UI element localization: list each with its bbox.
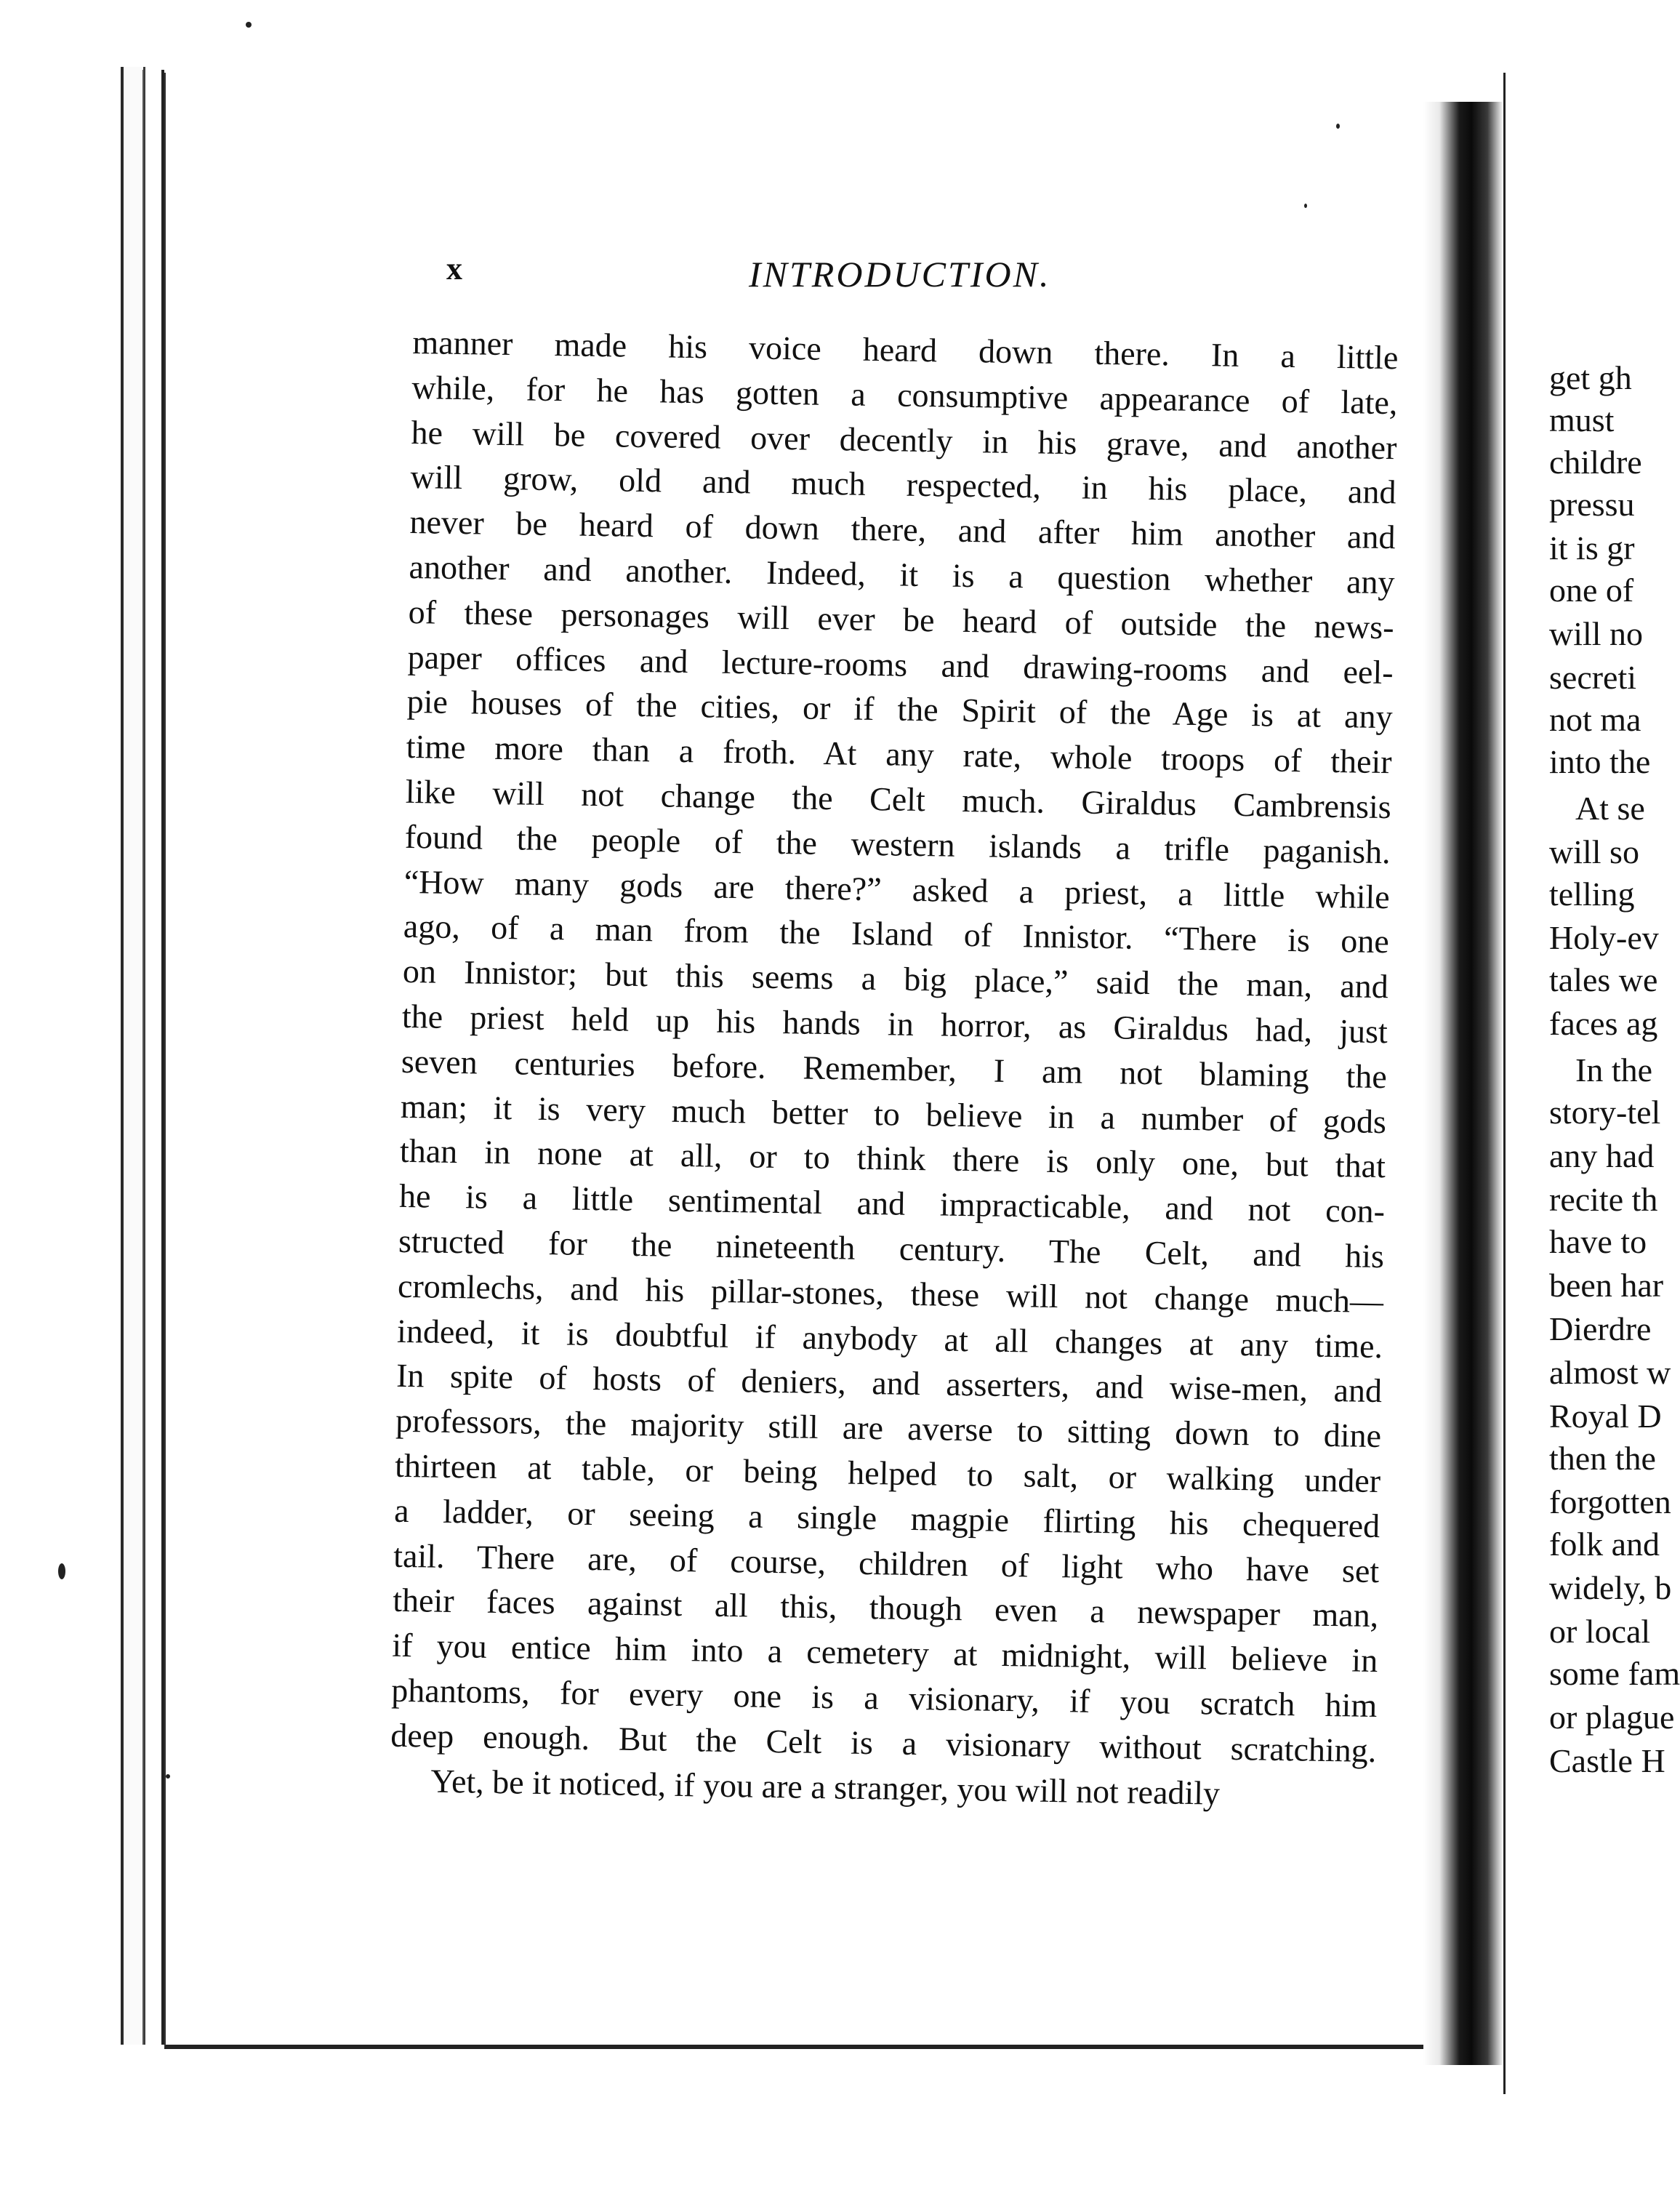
text-line: ago, of a man from the Island of Innistor. “There is one — [403, 907, 1390, 961]
right-page-line: pressu — [1549, 486, 1635, 523]
text-line: their faces against all this, though even a newspaper man, — [392, 1581, 1379, 1635]
right-page-line: it is gr — [1549, 529, 1635, 566]
text-line: of these personages will ever be heard of outside the news- — [408, 593, 1394, 646]
text-line: than in none at all, or to think there is only one, but that — [399, 1132, 1386, 1185]
right-page-line: into the — [1549, 743, 1651, 780]
right-page-line: At se — [1575, 790, 1645, 827]
right-page-line: faces ag — [1549, 1005, 1658, 1042]
text-line: on Innistor; but this seems a big place,” said the man, and — [402, 953, 1389, 1006]
right-page-line: almost w — [1549, 1354, 1671, 1391]
text-line: paper offices and lecture-rooms and drawing-rooms and eel- — [407, 638, 1394, 691]
right-page-line: some fam — [1549, 1655, 1680, 1692]
right-page-line: Royal D — [1549, 1398, 1662, 1435]
book-cover-edge — [121, 67, 145, 2045]
right-page-line: Dierdre — [1549, 1310, 1652, 1347]
scan-speck — [1304, 204, 1307, 208]
text-line: indeed, it is doubtful if anybody at all changes at any time. — [396, 1312, 1383, 1365]
right-page-line: must — [1549, 401, 1615, 438]
text-line: never be heard of down there, and after him another and — [409, 503, 1396, 556]
text-line: phantoms, for every one is a visionary, if you scratch him — [391, 1671, 1378, 1724]
text-line: man; it is very much better to believe in a number of gods — [400, 1087, 1387, 1140]
text-line: found the people of the western islands a trifle paganish. — [404, 817, 1391, 870]
right-page-line: then the — [1549, 1440, 1656, 1477]
text-line: another and another. Indeed, it is a question whether any — [409, 548, 1395, 601]
right-page-line: forgotten — [1549, 1483, 1671, 1520]
text-line: In spite of hosts of deniers, and asserters, and wise-men, and — [395, 1357, 1383, 1410]
text-line: “How many gods are there?” asked a priest, a little while — [403, 862, 1391, 915]
text-line: manner made his voice heard down there. In a little — [412, 323, 1399, 377]
text-line: pie houses of the cities, or if the Spirit of the Age is at any — [406, 683, 1393, 736]
right-page-line: folk and — [1549, 1526, 1660, 1563]
text-line: seven centuries before. Remember, I am not blaming the — [401, 1042, 1388, 1095]
right-page-line: not ma — [1549, 701, 1641, 738]
right-page-line: one of — [1549, 572, 1634, 609]
text-line: deep enough. But the Celt is a visionary without scratching. — [390, 1716, 1377, 1769]
scan-speck — [1336, 124, 1340, 129]
right-page-line: been har — [1549, 1267, 1664, 1304]
right-page-line: will no — [1549, 615, 1644, 652]
text-line: cromlechs, and his pillar-stones, these will not change much— — [397, 1267, 1384, 1320]
text-line: like will not change the Celt much. Giraldus Cambrensis — [405, 772, 1392, 826]
right-page-line: have to — [1549, 1223, 1647, 1260]
page-number: x — [446, 251, 463, 286]
text-line: thirteen at table, or being helped to salt, or walking under — [394, 1446, 1381, 1500]
scan-speck — [58, 1563, 65, 1579]
text-line: professors, the majority still are averse to sitting down to dine — [395, 1401, 1382, 1455]
right-page-line: widely, b — [1549, 1569, 1672, 1606]
right-page-line: secreti — [1549, 659, 1637, 696]
right-page-line: Castle H — [1549, 1742, 1665, 1779]
text-line: structed for the nineteenth century. The Celt, and his — [398, 1222, 1385, 1275]
book-page-edges — [142, 70, 164, 2045]
body-text — [390, 320, 1399, 1818]
right-page-line: or local — [1549, 1613, 1651, 1650]
scan-speck — [166, 1774, 170, 1779]
text-line: will grow, old and much respected, in his place, and — [410, 458, 1396, 511]
text-line: a ladder, or seeing a single magpie flirting his chequered — [393, 1491, 1380, 1544]
text-line: Yet, be it noticed, if you are a stranger, you will not readily — [430, 1762, 1221, 1812]
right-page-line: will so — [1549, 833, 1639, 870]
right-page-line: story-tel — [1549, 1094, 1661, 1131]
right-page-line: In the — [1575, 1051, 1653, 1089]
text-line: he will be covered over decently in his grave, and another — [411, 413, 1397, 466]
right-page-line: get gh — [1549, 359, 1632, 396]
right-page — [1503, 73, 1680, 2094]
text-line: while, for he has gotten a consumptive appearance of late, — [411, 368, 1398, 422]
right-page-line: or plague — [1549, 1699, 1675, 1736]
running-head: INTRODUCTION. — [749, 254, 1051, 294]
text-line: the priest held up his hands in horror, as Giraldus had, just — [401, 997, 1388, 1051]
right-page-line: telling — [1549, 875, 1635, 913]
text-line: he is a little sentimental and impracticable, and not con- — [398, 1176, 1386, 1230]
book-gutter — [1423, 102, 1503, 2065]
text-line: if you entice him into a cemetery at midnight, will believe in — [391, 1626, 1378, 1680]
text-line: tail. There are, of course, children of light who have set — [393, 1536, 1380, 1589]
right-page-line: Holy-ev — [1549, 919, 1659, 956]
right-page-line: any had — [1549, 1137, 1655, 1174]
scan-speck — [246, 22, 252, 28]
text-line: time more than a froth. At any rate, whole troops of their — [406, 728, 1393, 781]
right-page-line: recite th — [1549, 1181, 1658, 1218]
right-page-line: childre — [1549, 444, 1642, 481]
right-page-line: tales we — [1549, 961, 1658, 998]
